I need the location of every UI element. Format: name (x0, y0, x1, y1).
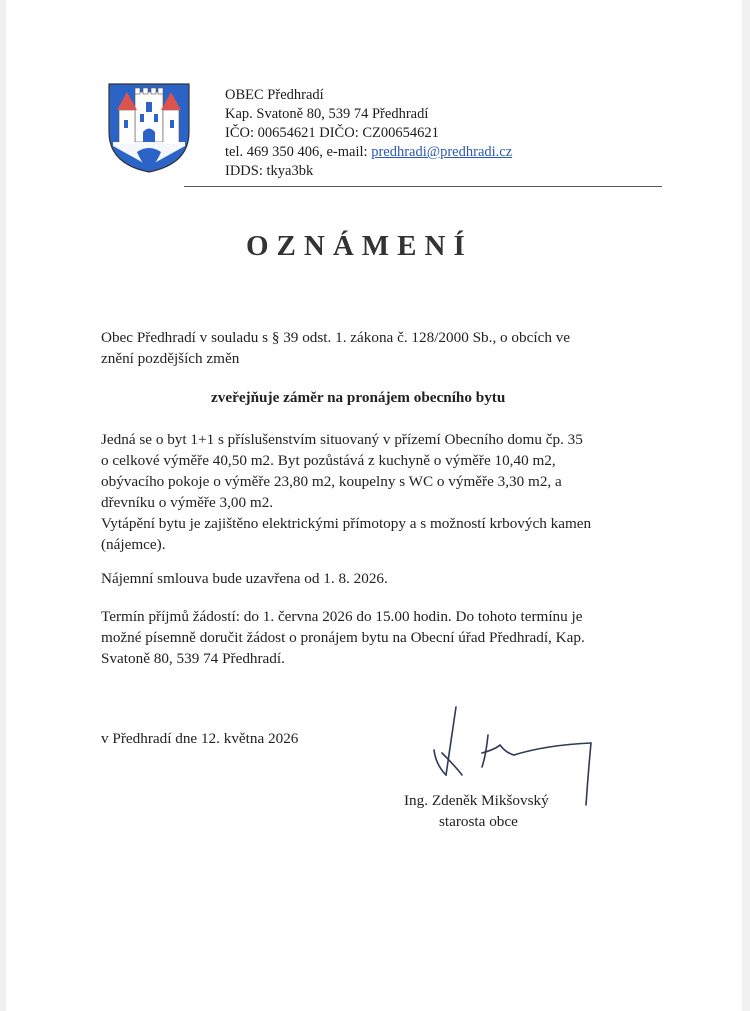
document-page (6, 0, 742, 1011)
letterhead (225, 86, 512, 181)
header-divider (184, 186, 662, 187)
email-link[interactable]: predhradi@predhradi.cz (371, 144, 513, 160)
place-date-line: v Předhradí dne 12. května 2026 (101, 730, 299, 747)
description-line: (nájemce). (101, 536, 166, 553)
intro-line: Obec Předhradí v souladu s § 39 odst. 1. zákona č. 128/2000 Sb., o obcích ve (101, 329, 571, 346)
intro-paragraph (101, 327, 661, 369)
contact-prefix: tel. 469 350 406, e-mail: (225, 144, 372, 160)
document-title: OZNÁMENÍ (246, 230, 473, 262)
description-line: o celkové výměře 40,50 m2. Byt pozůstává z kuchyně o výměře 10,40 m2, (101, 452, 556, 469)
municipal-crest-icon (107, 82, 191, 174)
announcement-heading: zveřejňuje záměr na pronájem obecního bytu (211, 389, 506, 406)
description-line: dřevníku o výměře 3,00 m2. (101, 494, 274, 511)
org-name: OBEC Předhradí (225, 87, 324, 103)
signer-name: Ing. Zdeněk Mikšovský (404, 792, 549, 809)
org-ids: IČO: 00654621 DIČO: CZ00654621 (225, 125, 439, 141)
description-line: Jedná se o byt 1+1 s příslušenstvím situovaný v přízemí Obecního domu čp. 35 (101, 431, 583, 448)
deadline-line: možné písemně doručit žádost o pronájem bytu na Obecní úřad Předhradí, Kap. (101, 629, 585, 646)
org-idds: IDDS: tkya3bk (225, 163, 314, 179)
signer-block (404, 790, 549, 832)
deadline-line: Svatoně 80, 539 74 Předhradí. (101, 650, 285, 667)
description-line: Vytápění bytu je zajištěno elektrickými přímotopy a s možností krbových kamen (101, 515, 592, 532)
description-line: obývacího pokoje o výměře 23,80 m2, koupelny s WC o výměře 3,30 m2, a (101, 473, 562, 490)
deadline-paragraph (101, 606, 661, 669)
org-address: Kap. Svatoně 80, 539 74 Předhradí (225, 106, 429, 122)
signer-role: starosta obce (439, 813, 518, 830)
intro-line: znění pozdějších změn (101, 350, 240, 367)
org-contact (225, 143, 512, 162)
description-paragraph (101, 429, 661, 555)
contract-paragraph (101, 568, 661, 589)
contract-line: Nájemní smlouva bude uzavřena od 1. 8. 2026. (101, 570, 388, 587)
deadline-line: Termín příjmů žádostí: do 1. června 2026 do 15.00 hodin. Do tohoto termínu je (101, 608, 583, 625)
